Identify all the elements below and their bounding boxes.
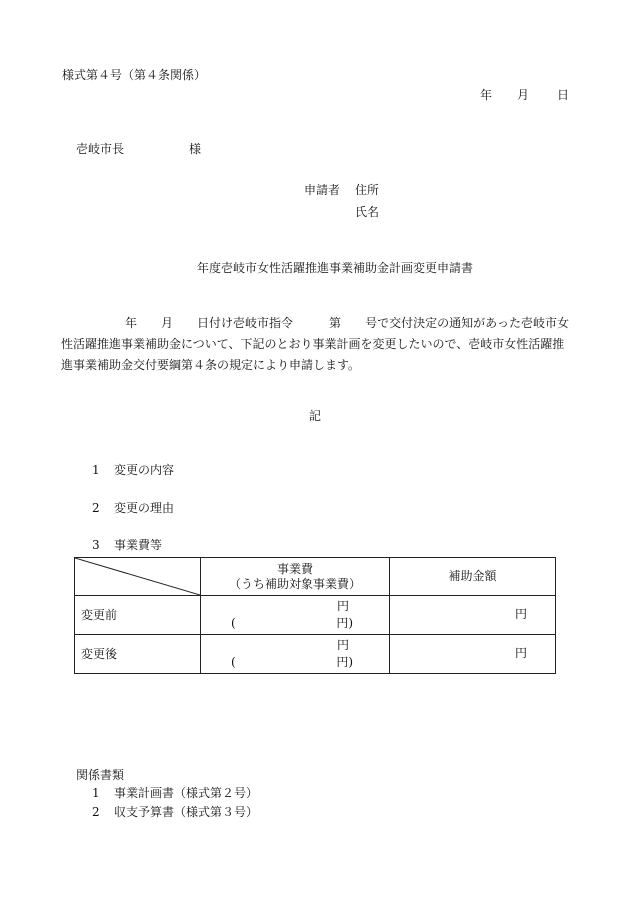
- table-row: [75, 596, 556, 635]
- paren-yen: 円): [336, 616, 353, 630]
- date-year: 年: [480, 88, 493, 102]
- header-cost-cell: [201, 558, 390, 596]
- subsidy-yen: 円: [514, 646, 527, 660]
- date-day: 日: [557, 88, 570, 102]
- paren-open: (: [231, 616, 236, 630]
- item-3-number: 3: [92, 538, 100, 552]
- item-1-number: 1: [92, 463, 100, 477]
- addressee-honorific: 様: [189, 142, 202, 156]
- header-cost-line2: （うち補助対象事業費）: [228, 576, 361, 591]
- cost-yen: 円: [336, 599, 349, 613]
- cost-table: [74, 557, 556, 674]
- related-docs-title: 関係書類: [76, 768, 125, 782]
- addressee-name: 壱岐市長: [76, 142, 125, 156]
- related-doc-1-label: 事業計画書（様式第２号）: [114, 786, 259, 800]
- paren-yen: 円): [336, 655, 353, 669]
- form-number: 様式第４号（第４条関係）: [62, 68, 207, 82]
- subsidy-amount-cell: [390, 596, 556, 635]
- related-doc-2-label: 収支予算書（様式第３号）: [114, 805, 259, 819]
- applicant-label: 申請者: [304, 183, 341, 197]
- subsidy-amount-cell: [390, 635, 556, 674]
- body-rest: 号で交付決定の通知があった壱岐市女性活躍推進事業補助金について、下記のとおり事業計画を変更したいので、壱岐市女性活躍推進事業補助金交付要綱第４条の規定により申請します。: [61, 316, 569, 372]
- cost-yen: 円: [336, 638, 349, 652]
- body-month: 月: [161, 316, 174, 330]
- item-2-number: 2: [92, 501, 100, 515]
- diagonal-line: [75, 558, 200, 595]
- item-3-label: 事業費等: [114, 538, 163, 552]
- table-header-row: [75, 558, 556, 596]
- body-year: 年: [125, 316, 138, 330]
- table-row: [75, 635, 556, 674]
- cost-amount-cell: [201, 635, 390, 674]
- body-day-text: 日付け壱岐市指令: [197, 316, 294, 330]
- subsidy-yen: 円: [514, 607, 527, 621]
- body-paragraph: [61, 313, 572, 376]
- related-doc-1-number: 1: [92, 786, 100, 800]
- date-month: 月: [517, 88, 530, 102]
- cost-amount-cell: [201, 596, 390, 635]
- body-dai: 第: [329, 316, 342, 330]
- paren-open: (: [231, 655, 236, 669]
- header-cost-line1: 事業費: [276, 561, 313, 576]
- item-1-label: 変更の内容: [114, 463, 175, 477]
- applicant-address-label: 住所: [355, 183, 380, 197]
- row-label: 変更前: [75, 596, 201, 635]
- applicant-name-label: 氏名: [355, 205, 380, 219]
- item-2-label: 変更の理由: [114, 501, 175, 515]
- header-subsidy-cell: 補助金額: [390, 558, 556, 596]
- table-corner-cell: [75, 558, 201, 596]
- ki-heading: 記: [309, 409, 322, 423]
- related-doc-2-number: 2: [92, 805, 100, 819]
- row-label: 変更後: [75, 635, 201, 674]
- document-title: 年度壱岐市女性活躍推進事業補助金計画変更申請書: [197, 261, 474, 275]
